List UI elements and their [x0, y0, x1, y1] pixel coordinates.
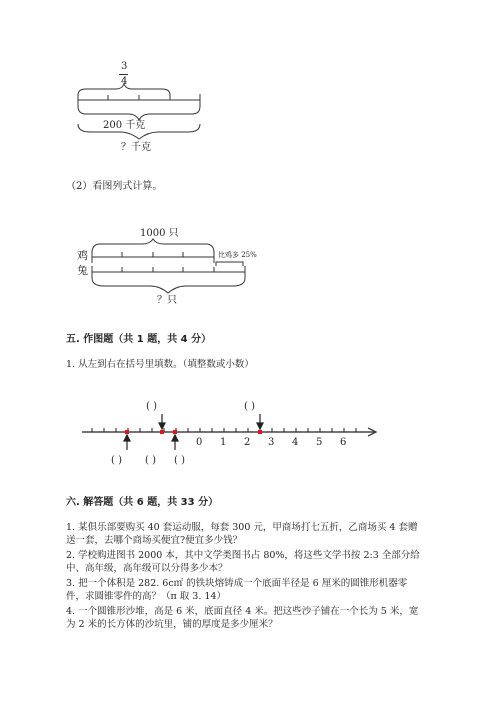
unknown-label-1: ？千克: [121, 142, 151, 153]
row1-label: 鸡: [77, 249, 88, 262]
answer-blank-top-2[interactable]: ( ): [244, 401, 255, 412]
tick-label-5: 5: [316, 437, 323, 448]
question-4: 4. 一个圆锥形沙堆，高是 6 米，底面直径 4 米。把这些沙子铺在一个长为 5 米，宽为 2 米的长方体的沙坑里，铺的厚度是多少厘米？: [66, 606, 419, 630]
top-label: 1000 只: [140, 228, 179, 239]
tick-label-3: 3: [268, 437, 275, 448]
unknown-label-2: ？只: [157, 295, 177, 306]
fraction-numerator: 3: [121, 61, 128, 72]
row2-label: 兔: [77, 264, 88, 277]
fraction-denominator: 4: [121, 76, 128, 87]
tick-label-4: 4: [292, 437, 299, 448]
tick-label-2: 2: [244, 437, 251, 448]
answer-blank-bottom-3[interactable]: ( ): [174, 455, 185, 466]
question-3: 3. 把一个体积是 282. 6c㎡ 的铁块熔铸成一个底面半径是 6 厘米的圆锥形机器零件，求圆锥零件的高？（π 取 3. 14）: [66, 578, 408, 602]
answer-blank-bottom-1[interactable]: ( ): [111, 455, 122, 466]
section5-heading: 五. 作图题（共 1 题，共 4 分）: [66, 334, 212, 345]
tick-label-0: 0: [196, 437, 203, 448]
tick-label-6: 6: [340, 437, 347, 448]
section5-question1: 1. 从左到右在括号里填数。（填整数或小数）: [66, 359, 254, 370]
extra-label: 比鸡多 25%: [218, 251, 257, 259]
tick-label-1: 1: [220, 437, 227, 448]
total-label: 200 千克: [103, 120, 146, 131]
part2-label: （2）看图列式计算。: [66, 181, 163, 192]
answer-blank-top-1[interactable]: ( ): [146, 401, 157, 412]
question-2: 2. 学校购进图书 2000 本，其中文学类图书占 80%，将这些文学书按 2:3 全部分给中、高年级，高年级可以分得多少本？: [66, 550, 420, 574]
section6-heading: 六. 解答题（共 6 题，共 33 分）: [66, 497, 219, 508]
answer-blank-bottom-2[interactable]: ( ): [145, 455, 156, 466]
question-1: 1. 某俱乐部要购买 40 套运动服，每套 300 元，甲商场打七五折，乙商场买 4 套赠送一套，去哪个商场买便宜?便宜多少钱？: [66, 522, 418, 546]
